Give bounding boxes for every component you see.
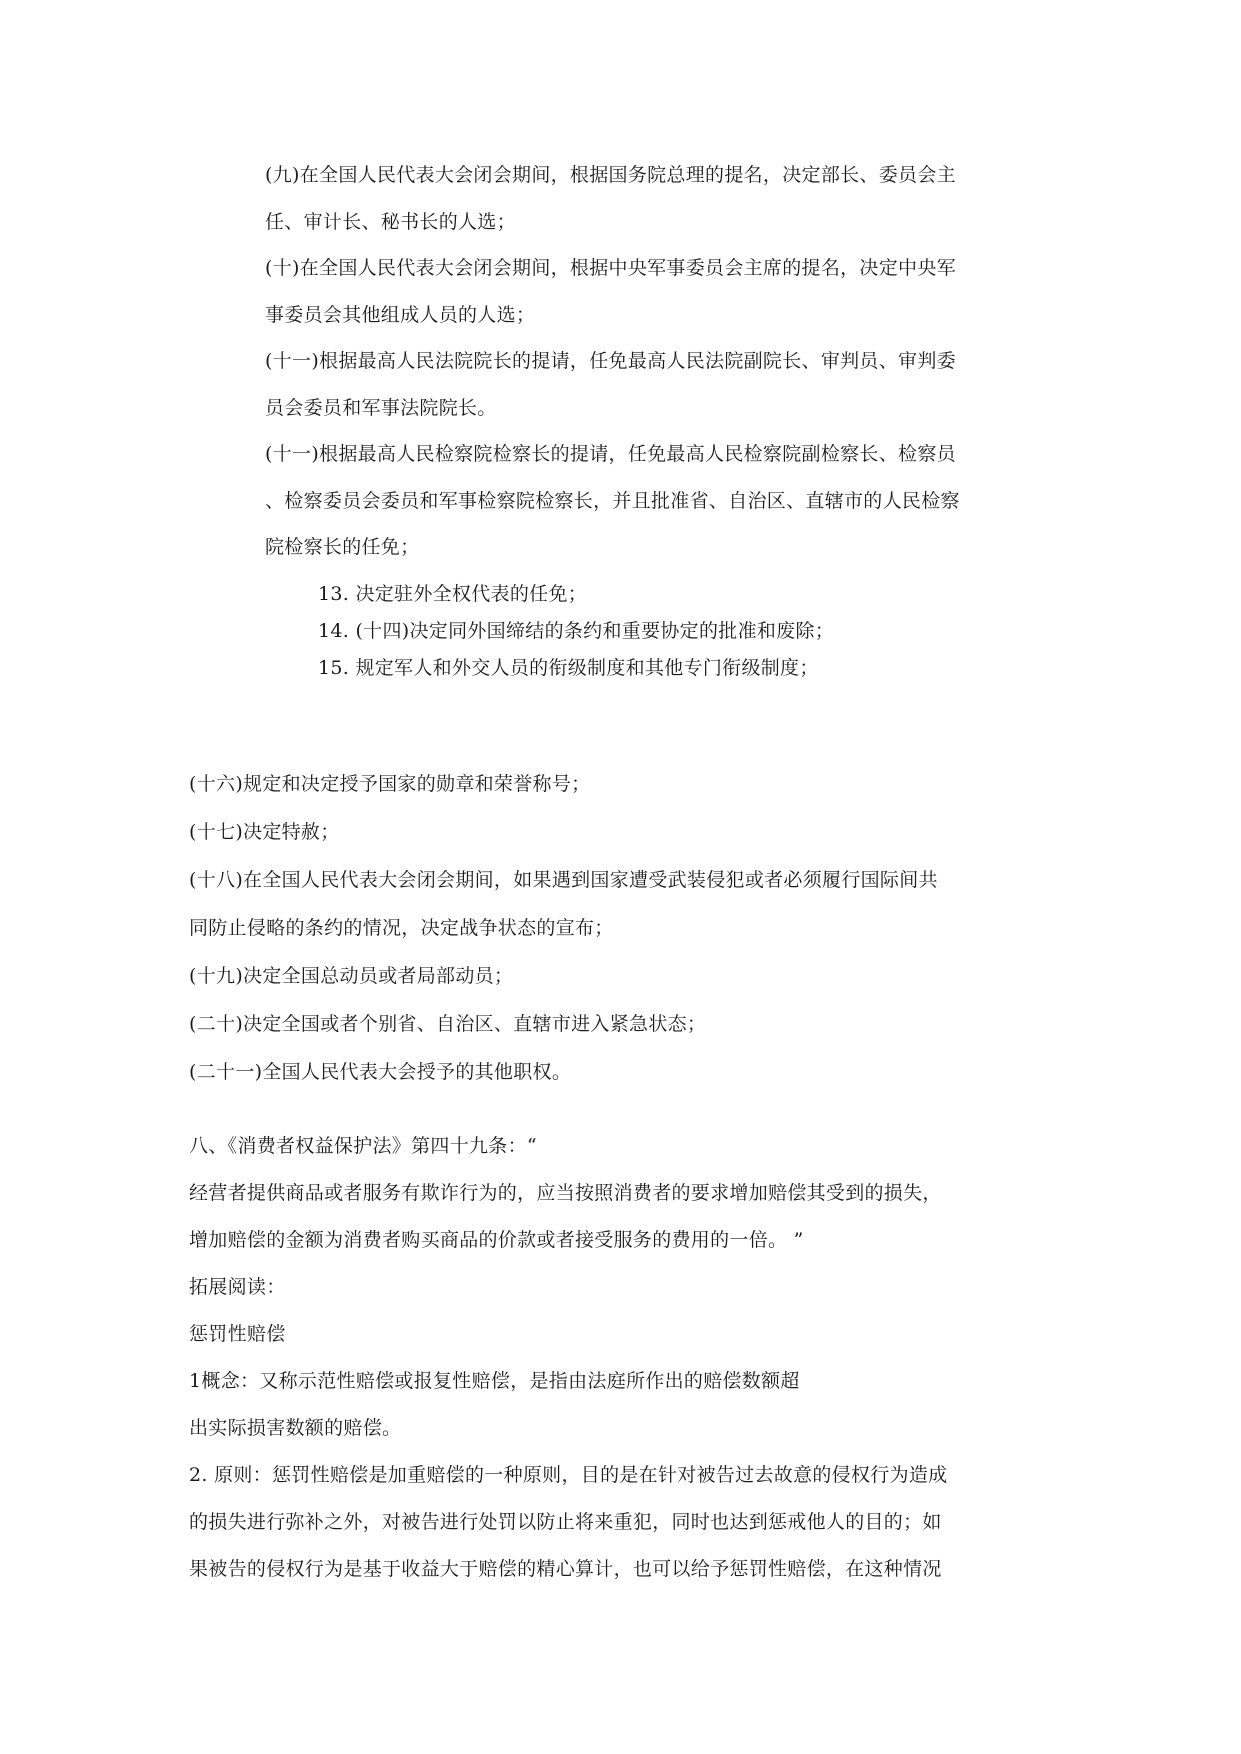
text-line: 果被告的侵权行为是基于收益大于赔偿的精心算计，也可以给予惩罚性赔偿，在这种情况 [189, 1558, 942, 1580]
text-line: (二十一)全国人民代表大会授予的其他职权。 [189, 1061, 572, 1083]
text-line: 院检察长的任免； [265, 536, 420, 558]
text-line: 任、审计长、秘书长的人选； [265, 211, 516, 233]
text-line: (十八)在全国人民代表大会闭会期间，如果遇到国家遭受武装侵犯或者必须履行国际间共 [189, 869, 938, 891]
text-line: (十)在全国人民代表大会闭会期间，根据中央军事委员会主席的提名，决定中央军 [265, 257, 956, 279]
text-line: (十六)规定和决定授予国家的勋章和荣誉称号； [189, 773, 591, 795]
text-line: 员会委员和军事法院院长。 [265, 397, 497, 419]
text-line: 同防止侵略的条约的情况，决定战争状态的宣布； [189, 917, 614, 939]
numbered-item: 15. 规定军人和外交人员的衔级制度和其他专门衔级制度； [318, 657, 819, 679]
subheading: 惩罚性赔偿 [189, 1323, 286, 1345]
text-line: 事委员会其他组成人员的人选； [265, 304, 536, 326]
numbered-item: 13. 决定驻外全权代表的任免； [318, 583, 588, 605]
text-line: (十一)根据最高人民法院院长的提请，任免最高人民法院副院长、审判员、审判委 [265, 350, 956, 372]
section-heading: 八、《消费者权益保护法》第四十九条：“ [189, 1135, 537, 1157]
subheading: 拓展阅读： [189, 1276, 286, 1298]
text-line: (十七)决定特赦； [189, 821, 340, 843]
text-line: 出实际损害数额的赔偿。 [189, 1417, 402, 1439]
numbered-item: 14. (十四)决定同外国缔结的条约和重要协定的批准和废除； [318, 620, 835, 642]
text-line: 、检察委员会委员和军事检察院检察长，并且批准省、自治区、直辖市的人民检察 [265, 490, 960, 512]
text-line: 增加赔偿的金额为消费者购买商品的价款或者接受服务的费用的一倍。 ” [189, 1229, 804, 1251]
text-line: 经营者提供商品或者服务有欺诈行为的，应当按照消费者的要求增加赔偿其受到的损失， [189, 1182, 942, 1204]
text-line: (二十)决定全国或者个别省、自治区、直辖市进入紧急状态； [189, 1013, 707, 1035]
text-line: (九)在全国人民代表大会闭会期间，根据国务院总理的提名，决定部长、委员会主 [265, 164, 956, 186]
text-line: (十一)根据最高人民检察院检察长的提请，任免最高人民检察院副检察长、检察员 [265, 443, 956, 465]
text-line: (十九)决定全国总动员或者局部动员； [189, 965, 514, 987]
text-line: 1概念：又称示范性赔偿或报复性赔偿，是指由法庭所作出的赔偿数额超 [189, 1370, 800, 1392]
text-line: 2. 原则：惩罚性赔偿是加重赔偿的一种原则，目的是在针对被告过去故意的侵权行为造成 [189, 1464, 948, 1486]
text-line: 的损失进行弥补之外，对被告进行处罚以防止将来重犯，同时也达到惩戒他人的目的；如 [189, 1511, 942, 1533]
